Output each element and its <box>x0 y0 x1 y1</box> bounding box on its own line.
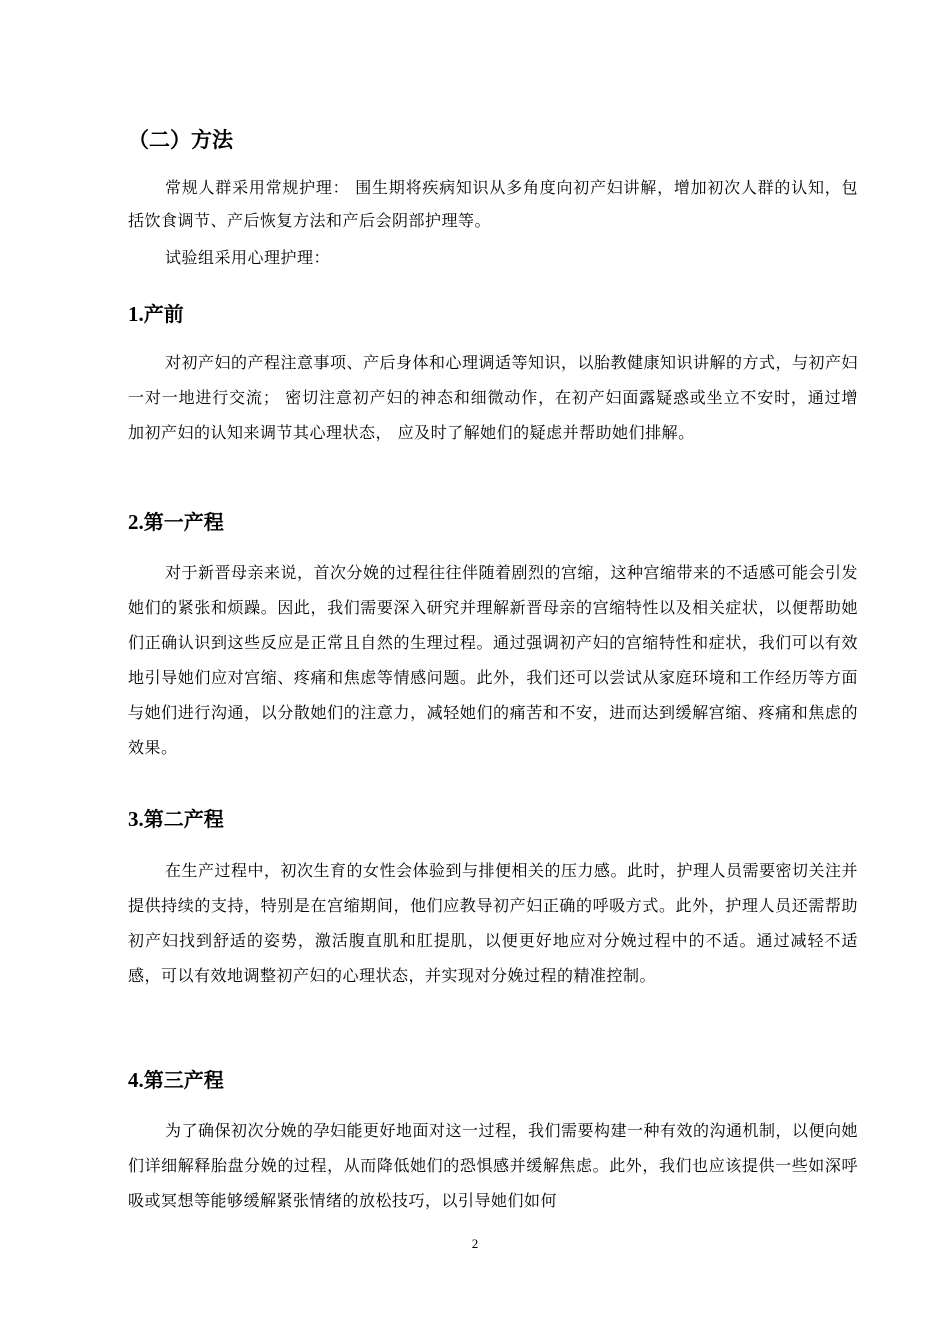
subsection-paragraph: 在生产过程中，初次生育的女性会体验到与排便相关的压力感。此时，护理人员需要密切关注并提供持续的支持，特别是在宫缩期间，他们应教导初产妇正确的呼吸方式。此外，护理人员还需帮助初产妇找到舒适的姿势，激活腹直肌和肛提肌，以便更好地应对分娩过程中的不适。通过减轻不适感，可以有效地调整初产妇的心理状态，并实现对分娩过程的精准控制。 <box>128 861 859 985</box>
subsection-paragraph: 为了确保初次分娩的孕妇能更好地面对这一过程，我们需要构建一种有效的沟通机制，以便向她们详细解释胎盘分娩的过程，从而降低她们的恐惧感并缓解焦虑。此外，我们也应该提供一些如深呼吸或冥想等能够缓解紧张情绪的放松技巧，以引导她们如何 <box>128 1121 859 1210</box>
page-number: 2 <box>471 1236 479 1251</box>
subsection-heading: 3.第二产程 <box>128 807 224 831</box>
intro-paragraph: 常规人群采用常规护理： 围生期将疾病知识从多角度向初产妇讲解，增加初次人群的认知，包括饮食调节、产后恢复方法和产后会阴部护理等。 <box>128 178 858 230</box>
subsection-heading: 1.产前 <box>128 302 184 326</box>
section-title: （二）方法 <box>128 128 233 152</box>
subsection-heading: 2.第一产程 <box>128 510 224 534</box>
subsection-heading: 4.第三产程 <box>128 1068 224 1092</box>
subsection-paragraph: 对于新晋母亲来说，首次分娩的过程往往伴随着剧烈的宫缩，这种宫缩带来的不适感可能会引发她们的紧张和烦躁。因此，我们需要深入研究并理解新晋母亲的宫缩特性以及相关症状，以便帮助她们正确认识到这些反应是正常且自然的生理过程。通过强调初产妇的宫缩特性和症状，我们可以有效地引导她们应对宫缩、疼痛和焦虑等情感问题。此外，我们还可以尝试从家庭环境和工作经历等方面与她们进行沟通，以分散她们的注意力，减轻她们的痛苦和不安，进而达到缓解宫缩、疼痛和焦虑的效果。 <box>128 563 859 757</box>
subsection-paragraph: 对初产妇的产程注意事项、产后身体和心理调适等知识，以胎教健康知识讲解的方式，与初产妇一对一地进行交流； 密切注意初产妇的神态和细微动作，在初产妇面露疑惑或坐立不安时，通过增加初产妇的认知来调节其心理状态， 应及时了解她们的疑虑并帮助她们排解。 <box>128 353 859 442</box>
intro-paragraph: 试验组采用心理护理： <box>165 248 331 267</box>
